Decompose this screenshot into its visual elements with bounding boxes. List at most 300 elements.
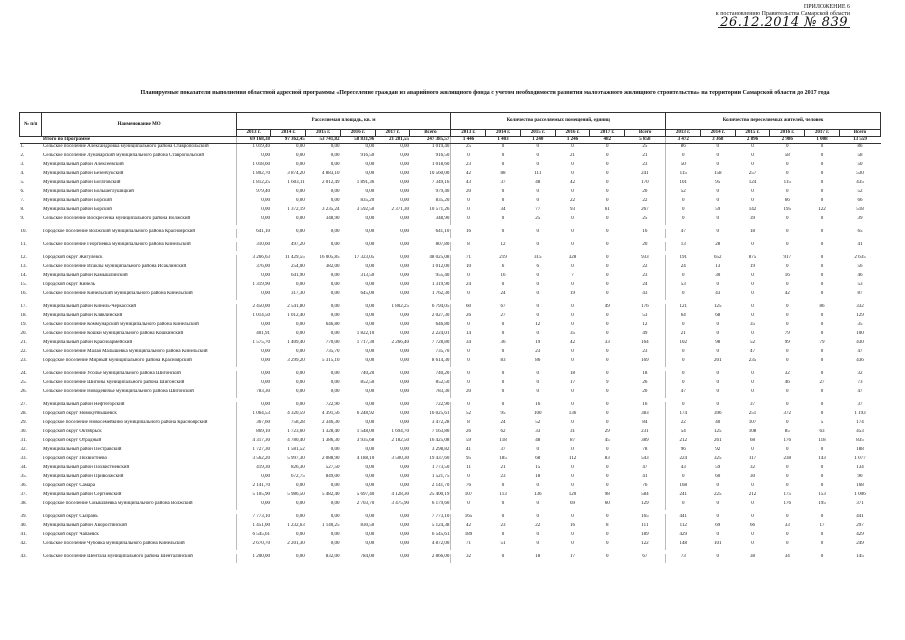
total-num — [20, 137, 42, 144]
area-cell: 4 188,10 — [356, 456, 375, 461]
people-cell: 435 — [856, 180, 864, 185]
table-header — [20, 113, 881, 137]
people-cell: 0 — [716, 532, 719, 537]
people-cell: 0 — [786, 144, 789, 149]
rooms-cell: 17 — [570, 554, 576, 559]
rooms-cell: 0 — [536, 198, 540, 203]
people-cell: 0 — [716, 322, 719, 327]
area-cell: 0,00 — [330, 242, 340, 247]
table-row — [20, 331, 881, 340]
rooms-cell: 37 — [500, 447, 506, 452]
area-cell: 0,00 — [400, 358, 409, 363]
rooms-cell: 0 — [536, 153, 540, 158]
area-cell: 0,00 — [330, 189, 340, 194]
rooms-cell: 543 — [641, 456, 649, 461]
area-cell: 0,00 — [330, 291, 340, 296]
table-row — [20, 541, 881, 550]
rooms-cell: 189 — [641, 532, 649, 537]
people-cell: 0 — [751, 331, 754, 336]
area-cell: 2 141,70 — [236, 483, 271, 492]
rooms-cell: 37 — [500, 180, 506, 185]
people-cell: 99 — [784, 340, 790, 345]
rooms-cell: 122 — [641, 541, 649, 546]
area-cell: 6 545,61 — [236, 532, 271, 541]
area-cell: 0,00 — [365, 514, 375, 519]
area-cell: 869,10 — [236, 429, 271, 438]
rooms-cell: 0 — [451, 273, 486, 282]
municipality-name: Городской округ Кинель — [42, 282, 96, 287]
total-people-cell: 2 986 — [770, 137, 805, 144]
people-cell: 0 — [786, 304, 789, 309]
area-cell: 3 935,68 — [356, 438, 375, 443]
area-cell: 646,80 — [435, 322, 450, 327]
people-cell: 117 — [748, 456, 757, 461]
people-cell: 175 — [783, 492, 791, 497]
area-cell: 1 319,90 — [236, 282, 271, 291]
people-cell: 0 — [820, 541, 824, 546]
rooms-cell: 0 — [606, 331, 609, 336]
area-cell: 0,00 — [295, 153, 305, 158]
people-cell: 212 — [666, 438, 701, 447]
area-cell: 0,00 — [400, 171, 409, 176]
area-cell: 0,00 — [400, 514, 409, 519]
area-cell: 0,00 — [400, 447, 409, 452]
rooms-cell: 6 — [501, 264, 505, 269]
table-row — [20, 532, 881, 541]
people-cell: 0 — [666, 380, 701, 389]
area-cell: 2 201,30 — [287, 541, 305, 546]
people-cell: 176 — [783, 501, 791, 506]
area-cell: 826,30 — [290, 465, 305, 470]
area-cell: 0,00 — [400, 198, 409, 203]
people-cell: 98 — [715, 340, 721, 345]
rooms-cell: 34 — [500, 207, 506, 212]
table-row — [20, 198, 881, 207]
table-row — [20, 291, 881, 300]
people-cell: 108 — [748, 429, 757, 434]
people-cell: 396 — [714, 411, 722, 416]
rooms-cell: 129 — [641, 501, 649, 506]
rooms-cell: 0 — [606, 291, 609, 296]
area-cell: 641,10 — [236, 229, 271, 238]
rooms-cell: 0 — [536, 313, 540, 318]
people-cell: 0 — [716, 198, 719, 203]
rooms-cell: 165 — [451, 514, 486, 523]
rooms-cell: 189 — [451, 532, 486, 541]
people-cell: 0 — [716, 282, 719, 287]
rooms-cell: 0 — [501, 322, 505, 327]
people-cell: 0 — [786, 483, 789, 488]
municipality-name: Городской округ Чапаевск — [42, 532, 99, 537]
people-cell: 0 — [716, 189, 719, 194]
area-cell: 6 179,60 — [431, 501, 450, 506]
rooms-cell: 6 — [536, 264, 540, 269]
rooms-cell: 62 — [500, 429, 506, 434]
people-cell: 0 — [820, 242, 824, 247]
area-cell: 0,00 — [365, 389, 375, 394]
area-cell: 0,00 — [330, 380, 340, 385]
table-row — [20, 304, 881, 313]
people-cell: 436 — [856, 358, 864, 363]
row-number: 12. — [20, 255, 27, 260]
people-cell: 142 — [748, 207, 757, 212]
header-rooms-year: 2015 г. — [520, 130, 555, 137]
rooms-cell: 20 — [642, 189, 648, 194]
people-cell: 371 — [856, 501, 864, 506]
area-cell: 0,00 — [330, 153, 340, 158]
area-cell: 1 018,60 — [431, 162, 450, 167]
area-cell: 645,00 — [360, 291, 375, 296]
area-cell: 0,00 — [330, 304, 340, 309]
rooms-cell: 36 — [500, 340, 506, 345]
table-row — [20, 273, 881, 282]
municipality-name: Сельское поселение Шентала муниципального района Шенталинский — [42, 554, 193, 559]
rooms-cell: 18 — [535, 474, 541, 479]
rooms-cell: 0 — [501, 371, 505, 376]
rooms-cell: 0 — [536, 501, 540, 506]
area-cell: 254,00 — [290, 264, 305, 269]
area-cell: 0,00 — [400, 189, 409, 194]
total-people-cell: 1 008 — [805, 137, 840, 144]
people-cell: 24 — [666, 264, 701, 273]
rooms-cell: 16 — [642, 402, 648, 407]
rooms-cell: 0 — [571, 313, 574, 318]
area-cell: 979,40 — [236, 189, 271, 198]
area-cell: 1 232,63 — [287, 523, 305, 528]
area-cell: 5 697,40 — [356, 492, 375, 497]
people-cell: 69 — [715, 523, 721, 528]
people-cell: 0 — [820, 144, 824, 149]
people-cell: 13 — [666, 242, 701, 251]
area-cell: 830,50 — [360, 523, 375, 528]
area-cell: 0,00 — [295, 162, 305, 167]
people-cell: 174 — [666, 411, 701, 420]
rooms-cell: 0 — [571, 242, 574, 247]
municipality-name: Муниципальный район Сергиевский — [42, 492, 122, 497]
people-cell: 0 — [786, 514, 789, 519]
rooms-cell: 0 — [571, 420, 574, 425]
area-cell: 367,60 — [236, 420, 271, 429]
rooms-cell: 51 — [500, 541, 506, 546]
people-cell: 32 — [857, 371, 863, 376]
people-cell: 0 — [666, 291, 701, 300]
area-cell: 0,00 — [365, 282, 375, 287]
people-cell: 0 — [666, 216, 701, 225]
people-cell: 0 — [820, 255, 824, 260]
people-cell: 0 — [820, 171, 824, 176]
people-cell: 0 — [666, 358, 701, 367]
rooms-cell: 219 — [499, 255, 507, 260]
rooms-cell: 0 — [606, 483, 609, 488]
area-cell: 0,00 — [365, 144, 375, 149]
area-cell: 0,00 — [236, 402, 271, 411]
rooms-cell: 95 — [451, 456, 486, 465]
people-cell: 0 — [820, 229, 824, 234]
rooms-cell: 0 — [501, 216, 505, 221]
people-cell: 90 — [857, 474, 863, 479]
people-cell: 372 — [783, 411, 791, 416]
rooms-cell: 83 — [500, 358, 506, 363]
rooms-cell: 32 — [451, 554, 486, 563]
area-cell: 979,40 — [435, 189, 450, 194]
people-cell: 0 — [786, 447, 789, 452]
area-cell: 7 773,10 — [431, 514, 450, 519]
area-cell: 0,00 — [295, 402, 305, 407]
people-cell: 115 — [666, 171, 701, 180]
table-row — [20, 411, 881, 420]
area-cell: 0,00 — [236, 273, 271, 282]
area-cell: 0,00 — [400, 313, 409, 318]
people-cell: 0 — [820, 447, 824, 452]
row-number: 22. — [20, 349, 27, 354]
table-row — [20, 483, 881, 492]
row-number: 8. — [20, 207, 25, 212]
rooms-cell: 0 — [606, 465, 609, 470]
people-cell: 43 — [666, 465, 701, 474]
rooms-cell: 12 — [642, 322, 648, 327]
table-row — [20, 514, 881, 523]
rooms-cell: 11 — [451, 465, 486, 474]
rooms-cell: 170 — [641, 180, 649, 185]
total-rooms-cell: 1 246 — [555, 137, 590, 144]
area-cell: 0,00 — [236, 207, 271, 216]
people-cell: 30 — [715, 273, 721, 278]
rooms-cell: 23 — [535, 349, 541, 354]
rooms-cell: 21 — [570, 153, 576, 158]
rooms-cell: 0 — [536, 291, 540, 296]
rooms-cell: 0 — [571, 304, 574, 309]
rooms-cell: 12 — [535, 322, 541, 327]
area-cell: 0,00 — [295, 501, 305, 506]
rooms-cell: 95 — [500, 411, 506, 416]
rooms-cell: 68 — [535, 456, 541, 461]
people-cell: 0 — [786, 322, 789, 327]
row-number: 38. — [20, 501, 27, 506]
row-number: 23. — [20, 358, 27, 363]
rooms-cell: 0 — [451, 322, 486, 331]
municipality-name: Муниципальный район Клявлинский — [42, 313, 123, 318]
rooms-cell: 0 — [501, 514, 505, 519]
people-cell: 143 — [818, 456, 826, 461]
area-cell: 0,00 — [295, 144, 305, 149]
people-cell: 0 — [786, 541, 789, 546]
rooms-cell: 67 — [500, 304, 506, 309]
people-cell: 28 — [715, 242, 721, 247]
people-cell: 0 — [820, 198, 824, 203]
rooms-cell: 25 — [535, 216, 541, 221]
municipality-name: Сельское поселение Коммунарский муниципального района Кинельский — [42, 322, 199, 327]
total-rooms-cell: 5 858 — [625, 137, 666, 144]
rooms-cell: 0 — [501, 331, 505, 336]
rooms-cell: 0 — [571, 447, 574, 452]
total-rooms-cell: 1 403 — [486, 137, 521, 144]
area-cell: 348,90 — [435, 216, 450, 221]
header-people-year: 2016 г. — [770, 130, 805, 137]
people-cell: 176 — [783, 438, 791, 443]
municipality-name: Сельское поселение Кошки муниципального района Кошкинский — [42, 331, 184, 336]
people-cell: 118 — [818, 438, 826, 443]
area-cell: 0,00 — [365, 313, 375, 318]
area-cell: 0,00 — [330, 389, 340, 394]
people-cell: 835 — [856, 438, 864, 443]
people-cell: 47 — [750, 349, 755, 354]
rooms-cell: 93 — [570, 207, 576, 212]
area-cell: 0,00 — [295, 331, 305, 336]
area-cell: 0,00 — [400, 523, 409, 528]
people-cell: 0 — [820, 371, 824, 376]
rooms-cell: 0 — [571, 358, 574, 363]
municipality-name: Сельское поселение Исаклы муниципального района Исаклинский — [42, 264, 187, 269]
people-cell: 47 — [666, 389, 701, 398]
area-cell: 0,00 — [400, 180, 409, 185]
people-cell: 125 — [714, 429, 722, 434]
municipality-name: Муниципальный район Красноармейский — [42, 340, 133, 345]
rooms-cell: 0 — [501, 554, 505, 559]
rooms-cell: 17 — [570, 380, 576, 385]
people-cell: 153 — [818, 492, 826, 497]
rooms-cell: 0 — [536, 483, 540, 488]
area-cell: 1 802,25 — [391, 304, 409, 309]
area-cell: 740,20 — [435, 371, 450, 376]
people-cell: 50 — [857, 162, 863, 167]
rooms-cell: 0 — [606, 216, 609, 221]
people-cell: 325 — [714, 456, 722, 461]
rooms-cell: 59 — [451, 438, 486, 447]
people-cell: 0 — [786, 216, 789, 221]
people-cell: 1 006 — [854, 492, 866, 497]
area-cell: 1 891,36 — [356, 180, 375, 185]
people-cell: 115 — [783, 180, 791, 185]
people-cell: 0 — [716, 554, 719, 559]
area-cell: 0,00 — [295, 216, 305, 221]
rooms-cell: 0 — [571, 483, 574, 488]
area-cell: 0,00 — [400, 349, 409, 354]
people-cell: 68 — [750, 438, 755, 443]
people-cell: 107 — [748, 420, 757, 425]
people-cell: 0 — [786, 420, 789, 425]
rooms-cell: 0 — [536, 273, 540, 278]
municipality-name: Городской округ Отрадный — [42, 438, 102, 443]
rooms-cell: 0 — [571, 474, 574, 479]
people-cell: 0 — [751, 501, 754, 506]
rooms-cell: 0 — [606, 180, 609, 185]
area-cell: 0,00 — [236, 371, 271, 380]
municipality-name: Городской округ Сызрань — [42, 514, 98, 519]
people-cell: 96 — [666, 447, 701, 456]
table-row — [20, 380, 881, 389]
row-number: 2. — [20, 153, 25, 158]
people-cell: 46 — [857, 273, 863, 278]
people-cell: 59 — [715, 207, 721, 212]
municipality-name: Муниципальный район Камышлинский — [42, 273, 128, 278]
rooms-cell: 49 — [604, 304, 610, 309]
area-cell: 0,00 — [400, 216, 409, 221]
total-people-cell: 13 559 — [839, 137, 880, 144]
area-cell: 3 874,20 — [287, 171, 305, 176]
area-cell: 1 575,70 — [236, 340, 271, 349]
area-cell: 2 670,70 — [236, 541, 271, 550]
rooms-cell: 136 — [534, 492, 542, 497]
row-number: 29. — [20, 420, 27, 425]
area-cell: 2 182,50 — [391, 438, 409, 443]
header-rooms-year: 2013 г. — [451, 130, 486, 137]
people-cell: 17 — [819, 523, 825, 528]
row-number: 21. — [20, 340, 27, 345]
row-number: 26. — [20, 389, 27, 394]
rooms-cell: 98 — [604, 492, 610, 497]
rooms-cell: 0 — [501, 162, 505, 167]
people-cell: 0 — [716, 216, 719, 221]
people-cell: 0 — [751, 273, 754, 278]
area-cell: 0,00 — [365, 189, 375, 194]
area-cell: 1 727,30 — [236, 447, 271, 456]
rooms-cell: 24 — [451, 282, 486, 291]
people-cell: 201 — [714, 358, 722, 363]
rooms-cell: 8 — [451, 420, 486, 429]
area-cell: 16 005,85 — [319, 255, 340, 260]
row-number: 19. — [20, 322, 27, 327]
municipality-name: Городское поселение Новосемейкино муниципального района Красноярский — [42, 420, 208, 425]
header-area-group: Расселяемая площадь, кв. м — [236, 113, 451, 130]
rooms-cell: 0 — [606, 474, 609, 479]
rooms-cell: 328 — [568, 255, 577, 260]
table-row — [20, 389, 881, 398]
rooms-cell: 0 — [571, 264, 574, 269]
area-cell: 0,00 — [295, 532, 305, 537]
people-cell: 125 — [714, 304, 722, 309]
rooms-cell: 0 — [451, 207, 486, 216]
area-cell: 0,00 — [365, 304, 375, 309]
area-cell: 2 012,49 — [321, 180, 340, 185]
rooms-cell: 26 — [451, 313, 486, 322]
total-rooms-cell: 1 446 — [451, 137, 486, 144]
area-cell: 348,90 — [325, 216, 340, 221]
rooms-cell: 0 — [536, 242, 540, 247]
area-cell: 0,00 — [295, 554, 305, 559]
total-area-cell: 247 385,57 — [410, 137, 451, 144]
area-cell: 0,00 — [400, 322, 409, 327]
rooms-cell: 22 — [642, 264, 648, 269]
area-cell: 0,00 — [330, 144, 340, 149]
area-cell: 0,00 — [400, 402, 409, 407]
people-cell: 238 — [783, 456, 791, 461]
people-cell: 0 — [820, 411, 824, 416]
area-cell: 3 235,24 — [321, 207, 340, 212]
area-cell: 1 603,11 — [287, 180, 305, 185]
area-cell: 0,00 — [330, 273, 340, 278]
rooms-cell: 0 — [501, 153, 505, 158]
people-cell: 0 — [666, 371, 701, 380]
people-cell: 47 — [857, 349, 863, 354]
rooms-cell: 22 — [642, 198, 648, 203]
total-name: Итого по Программе — [42, 137, 236, 144]
people-cell: 0 — [820, 554, 824, 559]
area-cell: 3 299,20 — [287, 358, 305, 363]
area-cell: 0,00 — [400, 264, 409, 269]
people-cell: 0 — [751, 514, 754, 519]
table-row — [20, 207, 881, 216]
people-cell: 129 — [856, 313, 864, 318]
area-cell: 7 773,10 — [236, 514, 271, 523]
people-cell: 58 — [784, 153, 790, 158]
people-cell: 0 — [666, 349, 701, 358]
people-cell: 332 — [856, 304, 864, 309]
rooms-cell: 0 — [451, 291, 486, 300]
rooms-cell: 23 — [642, 349, 648, 354]
area-cell: 1 064,53 — [236, 411, 271, 420]
people-cell: 0 — [666, 402, 701, 411]
table-row — [20, 229, 881, 238]
